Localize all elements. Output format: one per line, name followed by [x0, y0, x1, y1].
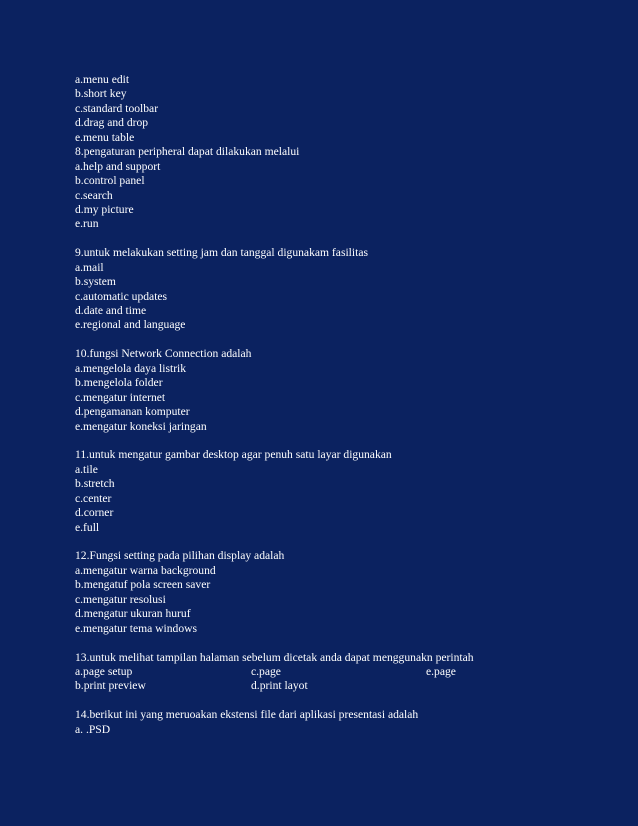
- option-7c: c.standard toolbar: [75, 101, 159, 115]
- option-12c: c.mengatur resolusi: [75, 592, 166, 606]
- option-8e: e.run: [75, 217, 99, 231]
- option-7b: b.short key: [75, 87, 127, 101]
- option-9e: e.regional and language: [75, 318, 186, 332]
- option-12e: e.mengatur tema windows: [75, 621, 198, 635]
- question-11-text: 11.untuk mengatur gambar desktop agar penuh satu layar digunakan: [75, 448, 392, 462]
- option-row: [75, 665, 615, 679]
- question-10-text: 10.fungsi Network Connection adalah: [75, 347, 252, 361]
- option-7d: d.drag and drop: [75, 116, 149, 130]
- option-9d: d.date and time: [75, 304, 147, 317]
- option-9b: b.system: [75, 275, 116, 289]
- option-9a: a.mail: [75, 260, 104, 274]
- option-10d: d.pengamanan komputer: [75, 405, 190, 419]
- question-12: [75, 549, 615, 636]
- question-7-options: [75, 73, 615, 145]
- option-11a: a.tile: [75, 462, 98, 476]
- spacer: [75, 535, 615, 549]
- spacer: [75, 434, 615, 448]
- option-row: [75, 679, 615, 693]
- option-13a: a.page setup: [75, 664, 133, 678]
- option-10e: e.mengatur koneksi jaringan: [75, 419, 207, 433]
- option-10b: b.mengelola folder: [75, 376, 163, 390]
- question-13: [75, 651, 615, 694]
- document-page: [75, 73, 615, 737]
- option-14a: a. .PSD: [75, 722, 111, 736]
- spacer: [75, 636, 615, 650]
- spacer: [75, 333, 615, 347]
- option-10c: c.mengatur internet: [75, 390, 166, 404]
- option-11d: d.corner: [75, 506, 114, 520]
- option-7e: e.menu table: [75, 130, 135, 144]
- question-14: [75, 708, 615, 737]
- question-10: [75, 347, 615, 434]
- spacer: [75, 694, 615, 708]
- option-11c: c.center: [75, 491, 112, 505]
- question-11: [75, 448, 615, 535]
- option-12a: a.mengatur warna background: [75, 563, 216, 577]
- option-11e: e.full: [75, 520, 100, 534]
- question-8: [75, 145, 615, 232]
- question-9: [75, 246, 615, 333]
- option-8d: d.my picture: [75, 202, 134, 216]
- option-12b: b.mengatuf pola screen saver: [75, 578, 211, 592]
- option-12d: d.mengatur ukuran huruf: [75, 607, 191, 621]
- option-8a: a.help and support: [75, 159, 161, 173]
- option-13d: d.print layot: [251, 679, 308, 693]
- option-13b: b.print preview: [75, 679, 146, 693]
- question-9-text: 9.untuk melakukan setting jam dan tanggal digunakam fasilitas: [75, 246, 368, 260]
- option-13e: e.page: [426, 664, 456, 678]
- option-8c: c.search: [75, 188, 113, 202]
- option-8b: b.control panel: [75, 174, 145, 188]
- option-10a: a.mengelola daya listrik: [75, 361, 187, 375]
- option-11b: b.stretch: [75, 477, 115, 491]
- question-12-text: 12.Fungsi setting pada pilihan display adalah: [75, 549, 285, 563]
- option-9c: c.automatic updates: [75, 289, 168, 303]
- question-8-text: 8.pengaturan peripheral dapat dilakukan melalui: [75, 145, 300, 159]
- spacer: [75, 232, 615, 246]
- option-13c: c.page: [251, 664, 281, 678]
- question-13-text: 13.untuk melihat tampilan halaman sebelum dicetak anda dapat menggunakn perintah: [75, 650, 474, 664]
- question-14-text: 14.berikut ini yang meruoakan ekstensi file dari aplikasi presentasi adalah: [75, 708, 419, 722]
- option-7a: a.menu edit: [75, 73, 130, 86]
